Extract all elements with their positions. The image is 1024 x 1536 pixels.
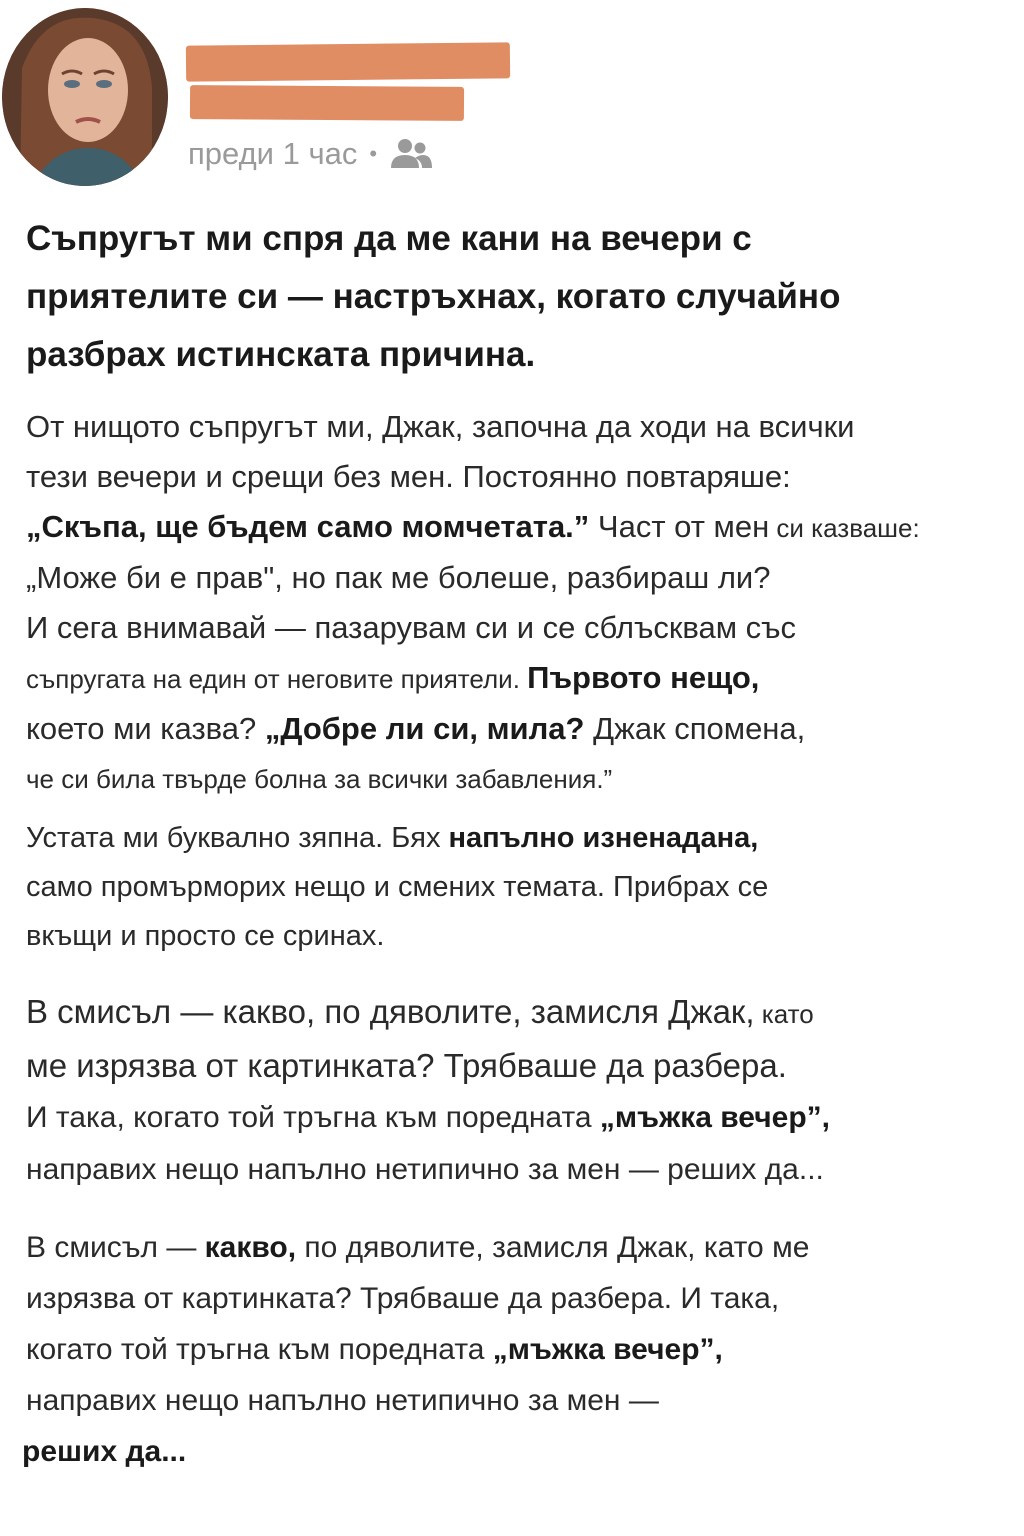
redacted-author-subtitle xyxy=(190,85,464,121)
text-line: тези вечери и срещи без мен. Постоянно повтаряше: xyxy=(26,459,791,494)
text-span: по дяволите, замисля Джак, като ме xyxy=(296,1231,810,1264)
meta-separator: • xyxy=(369,141,378,166)
post-paragraph-1 xyxy=(26,402,1022,804)
text-span: И така, когато той тръгна към поредната xyxy=(26,1101,600,1134)
post-time[interactable]: преди 1 час xyxy=(188,136,358,171)
quote-bold: „Скъпа, ще бъдем само момчетата.” xyxy=(26,509,590,544)
post-meta xyxy=(188,136,433,172)
text-line: „Може би е прав", но пак ме болеше, разбираш ли? xyxy=(26,560,771,595)
text-line: само промърморих нещо и смених темата. Прибрах се xyxy=(26,871,769,903)
friends-icon[interactable] xyxy=(389,136,433,172)
emphasis-bold: какво, xyxy=(204,1231,297,1264)
quote-bold: „мъжка вечер”, xyxy=(492,1333,723,1366)
text-span-small: си казваше: xyxy=(769,513,920,543)
text-line: изрязва от картинката? Трябваше да разбера. И така, xyxy=(26,1282,780,1315)
emphasis-bold: Първото нещо, xyxy=(527,660,760,695)
emphasis-bold: реших да... xyxy=(22,1435,187,1468)
text-span: Част от мен xyxy=(589,509,770,544)
post-paragraph-4 xyxy=(22,1222,1022,1477)
text-line: направих нещо напълно нетипично за мен — xyxy=(26,1384,659,1417)
text-line: И сега внимавай — пазарувам си и се сблъсквам със xyxy=(26,610,797,645)
text-span: когато той тръгна към поредната xyxy=(26,1333,493,1366)
post-paragraph-3 xyxy=(26,986,1022,1196)
title-line: разбрах истинската причина. xyxy=(26,335,536,374)
text-line: вкъщи и просто се сринах. xyxy=(26,920,385,952)
text-span: съпругата на един от неговите приятели. xyxy=(26,664,528,694)
text-line xyxy=(22,1426,1022,1477)
profile-photo xyxy=(2,8,168,186)
avatar[interactable] xyxy=(2,8,168,186)
text-line: От нищото съпругът ми, Джак, започна да ходи на всички xyxy=(26,409,855,444)
text-span: което ми казва? xyxy=(26,711,265,746)
quote-bold: „Добре ли си, мила? xyxy=(264,711,585,746)
text-span: Джак спомена, xyxy=(584,711,806,746)
text-line xyxy=(26,502,1022,553)
text-line xyxy=(26,1222,1022,1273)
text-line xyxy=(26,814,1022,863)
quote-bold: „мъжка вечер”, xyxy=(599,1101,831,1134)
text-line xyxy=(26,986,1022,1040)
text-line: направих нещо напълно нетипично за мен — реших да... xyxy=(26,1153,824,1186)
text-span: В смисъл — какво, по дяволите, замисля Джак, xyxy=(26,993,755,1030)
text-line: че си била твърде болна за всички забавления.” xyxy=(26,764,613,794)
redacted-author-name xyxy=(186,42,510,81)
text-line xyxy=(26,653,1022,704)
title-line: приятелите си — настръхнах, когато случайно xyxy=(26,277,841,316)
text-line xyxy=(26,1324,1022,1375)
text-span: В смисъл — xyxy=(26,1231,205,1264)
title-line: Съпругът ми спря да ме кани на вечери с xyxy=(26,219,752,258)
text-span: Устата ми буквално зяпна. Бях xyxy=(26,822,449,854)
text-line xyxy=(26,1092,1022,1144)
emphasis-bold: напълно изненадана, xyxy=(448,822,759,854)
text-line xyxy=(26,704,1022,754)
text-span-small: като xyxy=(754,999,814,1029)
post-title xyxy=(26,210,986,384)
text-line: ме изрязва от картинката? Трябваше да разбера. xyxy=(26,1047,787,1084)
post-paragraph-2 xyxy=(26,814,1022,961)
